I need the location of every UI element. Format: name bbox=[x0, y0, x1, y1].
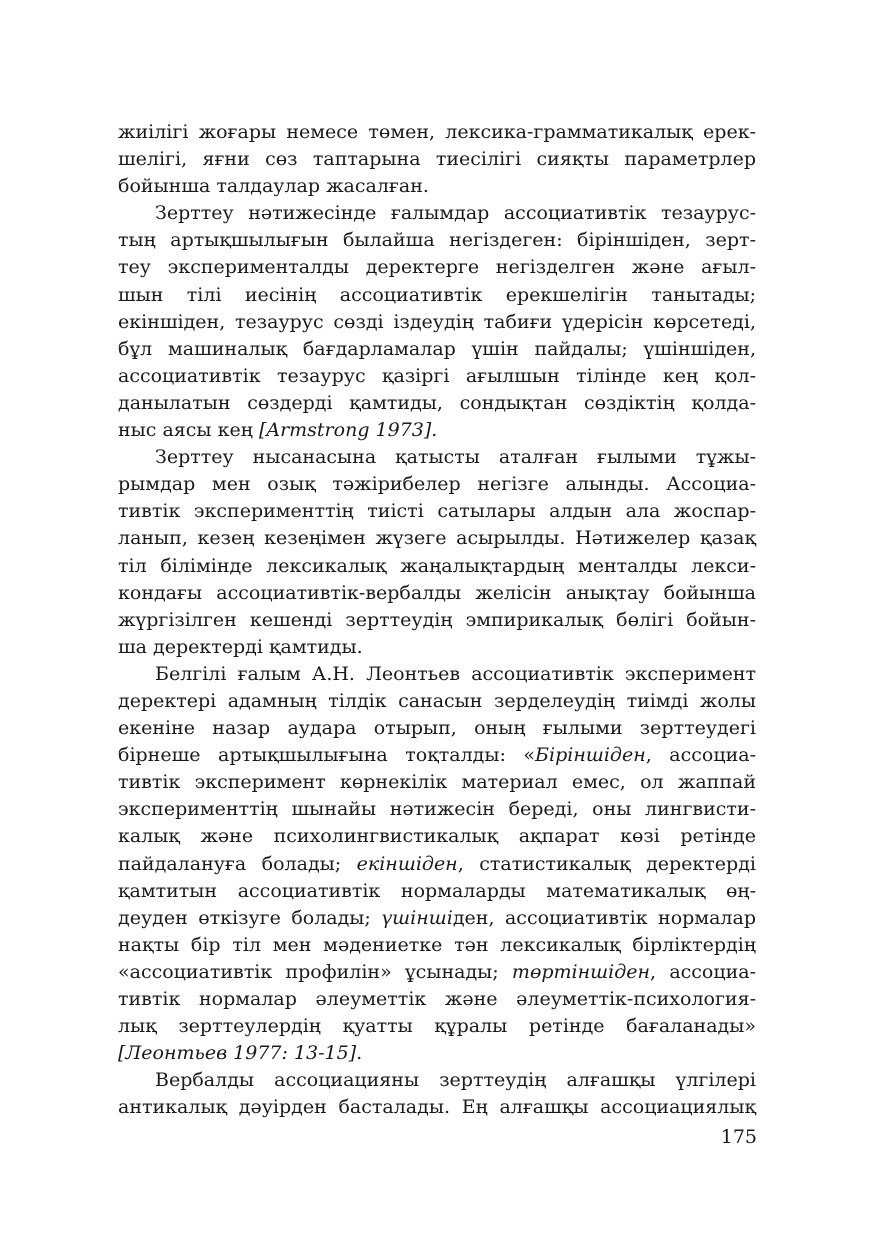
text-line bbox=[118, 1040, 756, 1067]
paragraph-1 bbox=[118, 119, 756, 200]
emphasis: төртіншіден bbox=[511, 960, 651, 983]
paragraph-3 bbox=[118, 444, 756, 661]
text-line: тіл білімінде лексикалық жаңалықтардың менталды лекси- bbox=[118, 554, 756, 577]
emphasis: екіншіден bbox=[356, 852, 458, 875]
text-line: ныс аясы кең [Armstrong 1973]. bbox=[118, 419, 438, 442]
page-number: 175 bbox=[720, 1126, 757, 1148]
text-line: эксперименттің шынайы нәтижесін береді, оны лингвисти- bbox=[118, 798, 756, 821]
citation: [Armstrong 1973]. bbox=[258, 419, 438, 442]
text-line: лық зерттеулердің қуатты құралы ретінде бағаланады» bbox=[118, 1015, 756, 1038]
text-line: Зерттеу нәтижесінде ғалымдар ассоциативтік тезаурус- bbox=[155, 202, 756, 225]
text-line: тивтік эксперимент көрнекілік материал емес, ол жаппай bbox=[118, 771, 756, 794]
text-line: «ассоциативтік профилін» ұсынады; төртіншіден, ассоциа- bbox=[118, 960, 756, 983]
text-line: деуден өткізуге болады; үшіншіден, ассоциативтік нормалар bbox=[118, 906, 756, 929]
citation: [Леонтьев 1977: 13-15]. bbox=[118, 1042, 363, 1065]
body-text bbox=[118, 119, 756, 1121]
text-line: ассоциативтік тезаурус қазіргі ағылшын тілінде кең қол- bbox=[118, 364, 756, 387]
text-line: шын тілі иесінің ассоциативтік ерекшелігін танытады; bbox=[118, 283, 756, 306]
text-line: бұл машиналық бағдарламалар үшін пайдалы; үшіншіден, bbox=[118, 337, 756, 360]
paragraph-2 bbox=[118, 200, 756, 444]
text-line: тивтік эксперименттің тиісті сатылары алдын ала жоспар- bbox=[118, 500, 756, 523]
text-line: жүргізілген кешенді зерттеудің эмпирикалық бөлігі бойын- bbox=[118, 608, 756, 631]
text-line: нақты бір тіл мен мәдениетке тән лексикалық бірліктердің bbox=[118, 933, 756, 956]
text-line: Белгілі ғалым А.Н. Леонтьев ассоциативтік эксперимент bbox=[155, 662, 756, 685]
text-line: калық және психолингвистикалық ақпарат көзі ретінде bbox=[118, 825, 756, 848]
text-line: жиілігі жоғары немесе төмен, лексика-грамматикалық ерек- bbox=[118, 121, 756, 143]
text-line: деректері адамның тілдік санасын зерделеудің тиімді жолы bbox=[118, 689, 756, 712]
text-line: пайдалануға болады; екіншіден, статистикалық деректерді bbox=[118, 852, 756, 875]
text-line: теу эксперименталды деректерге негізделген және ағыл- bbox=[118, 256, 756, 279]
text-line: қамтитын ассоциативтік нормаларды математикалық өң- bbox=[118, 879, 756, 902]
text-line: бойынша талдаулар жасалған. bbox=[118, 175, 429, 198]
text-line: тивтік нормалар әлеуметтік және әлеуметтік-психология- bbox=[118, 988, 756, 1010]
text-line: шелігі, яғни сөз таптарына тиесілігі сияқты параметрлер bbox=[118, 148, 756, 171]
emphasis: Біріншіден bbox=[535, 744, 646, 767]
text-line: Зерттеу нысанасына қатысты аталған ғылыми тұжы- bbox=[155, 446, 756, 469]
text-line: ланып, кезең кезеңімен жүзеге асырылды. Нәтижелер қазақ bbox=[118, 527, 756, 550]
text-line: рымдар мен озық тәжірибелер негізге алынды. Ассоциа- bbox=[118, 473, 756, 496]
text-line: Вербалды ассоциацияны зерттеудің алғашқы үлгілері bbox=[155, 1069, 756, 1092]
text-line: антикалық дәуірден басталады. Ең алғашқы ассоциациялық bbox=[118, 1096, 756, 1119]
text-line: екеніне назар аудара отырып, оның ғылыми зерттеудегі bbox=[118, 717, 756, 740]
emphasis: үшінші bbox=[381, 906, 453, 929]
text-line: екіншіден, тезаурус сөзді іздеудің табиғи үдерісін көрсетеді, bbox=[118, 310, 756, 333]
text-line: ша деректерді қамтиды. bbox=[118, 635, 363, 658]
paragraph-4 bbox=[118, 661, 756, 1067]
text-line: тың артықшылығын былайша негіздеген: біріншіден, зерт- bbox=[118, 229, 756, 252]
text-line: кондағы ассоциативтік-вербалды желісін анықтау бойынша bbox=[118, 581, 756, 604]
paragraph-5 bbox=[118, 1067, 756, 1121]
text-line: данылатын сөздерді қамтиды, сондықтан сөздіктің қолда- bbox=[118, 391, 756, 414]
text-line: бірнеше артықшылығына тоқталды: «Біріншіден, ассоциа- bbox=[118, 744, 756, 767]
